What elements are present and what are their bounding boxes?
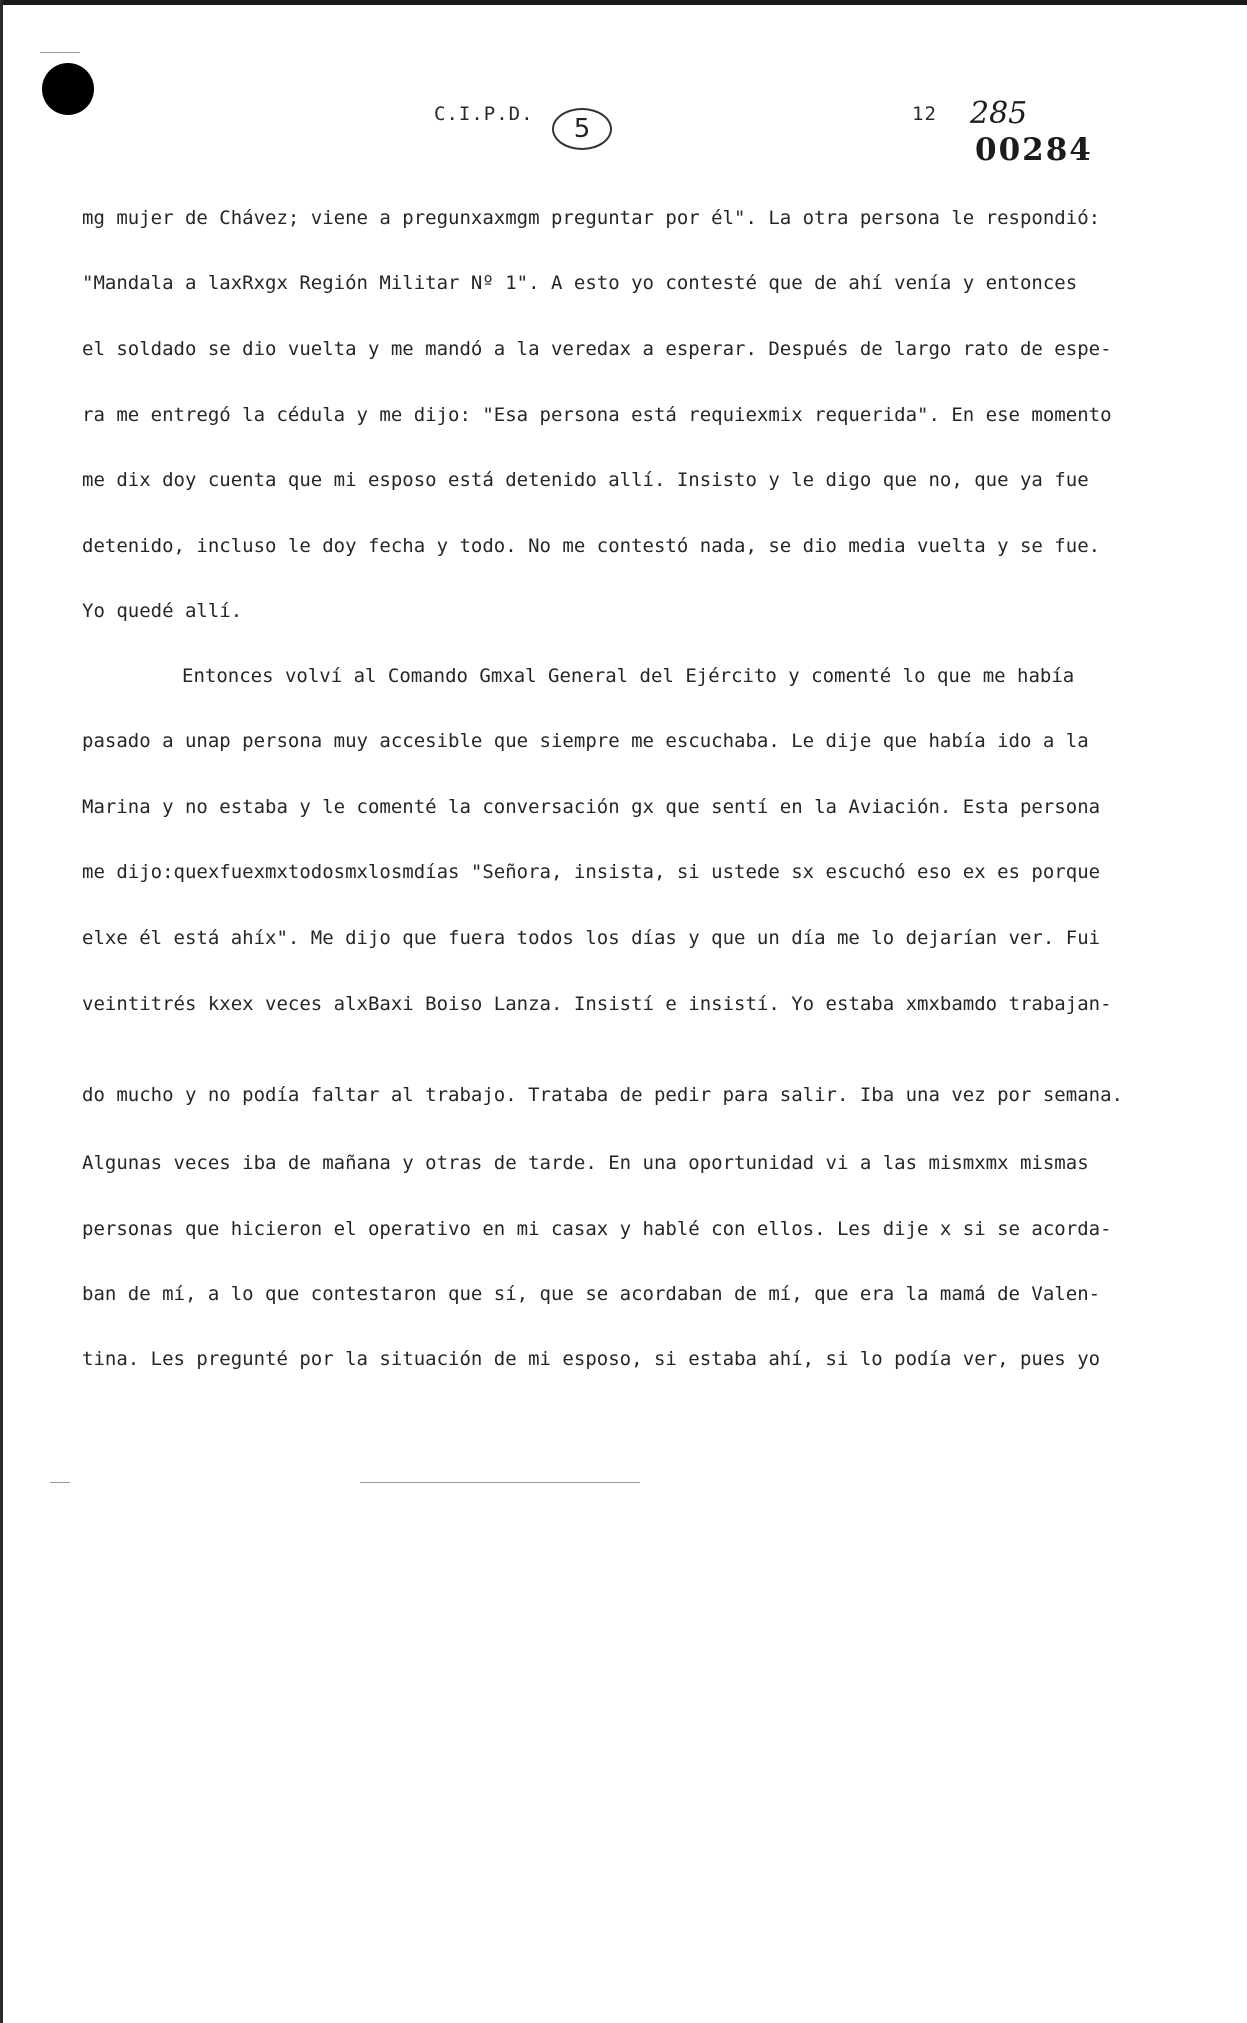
text-line: detenido, incluso le doy fecha y todo. No me contestó nada, se dio media vuelta y se fue. (82, 535, 1101, 557)
text-line: tina. Les pregunté por la situación de mi esposo, si estaba ahí, si lo podía ver, pues yo (82, 1348, 1101, 1370)
text-line: Algunas veces iba de mañana y otras de tarde. En una oportunidad vi a las mismxmx mismas (82, 1152, 1089, 1174)
circled-number: 5 (552, 108, 612, 150)
text-line: me dix doy cuenta que mi esposo está detenido allí. Insisto y le digo que no, que ya fue (82, 469, 1089, 491)
text-line: el soldado se dio vuelta y me mandó a la veredax a esperar. Después de largo rato de espe- (82, 338, 1112, 360)
page-edge-left (0, 0, 3, 2023)
text-line: elxe él está ahíx". Me dijo que fuera todos los días y que un día me lo dejarían ver. Fui (82, 927, 1101, 949)
text-line: mg mujer de Chávez; viene a pregunxaxmgm preguntar por él". La otra persona le respondió: (82, 207, 1101, 229)
header-org: C.I.P.D. (434, 103, 534, 125)
text-line: Marina y no estaba y le comenté la conversación gx que sentí en la Aviación. Esta persona (82, 796, 1101, 818)
scan-mark (40, 52, 80, 53)
text-line: personas que hicieron el operativo en mi casax y hablé con ellos. Les dije x si se acorda- (82, 1218, 1112, 1240)
text-line: me dijo:quexfuexmxtodosmxlosmdías "Señora, insista, si ustede sx escuchó eso ex es porque (82, 861, 1101, 883)
page-edge-top (0, 0, 1247, 5)
scan-mark (50, 1482, 70, 1483)
folio-handwritten: 285 (970, 96, 1028, 131)
text-line: Entonces volví al Comando Gmxal General del Ejército y comenté lo que me había (182, 665, 1075, 687)
text-line: veintitrés kxex veces alxBaxi Boiso Lanza. Insistí e insistí. Yo estaba xmxbamdo trabajan- (82, 993, 1112, 1015)
punch-hole (42, 63, 94, 115)
folio-stamp: 00284 (975, 132, 1093, 168)
text-line: do mucho y no podía faltar al trabajo. Trataba de pedir para salir. Iba una vez por semana. (82, 1084, 1123, 1106)
text-line: Yo quedé allí. (82, 600, 243, 622)
page-number: 12 (912, 103, 937, 125)
text-line: "Mandala a laxRxgx Región Militar Nº 1". A esto yo contesté que de ahí venía y entonces (82, 272, 1078, 294)
text-line: ra me entregó la cédula y me dijo: "Esa persona está requiexmix requerida". En ese momento (82, 404, 1112, 426)
text-line: ban de mí, a lo que contestaron que sí, que se acordaban de mí, que era la mamá de Valen- (82, 1283, 1101, 1305)
scan-mark (360, 1482, 640, 1483)
text-line: pasado a unap persona muy accesible que siempre me escuchaba. Le dije que había ido a la (82, 730, 1089, 752)
